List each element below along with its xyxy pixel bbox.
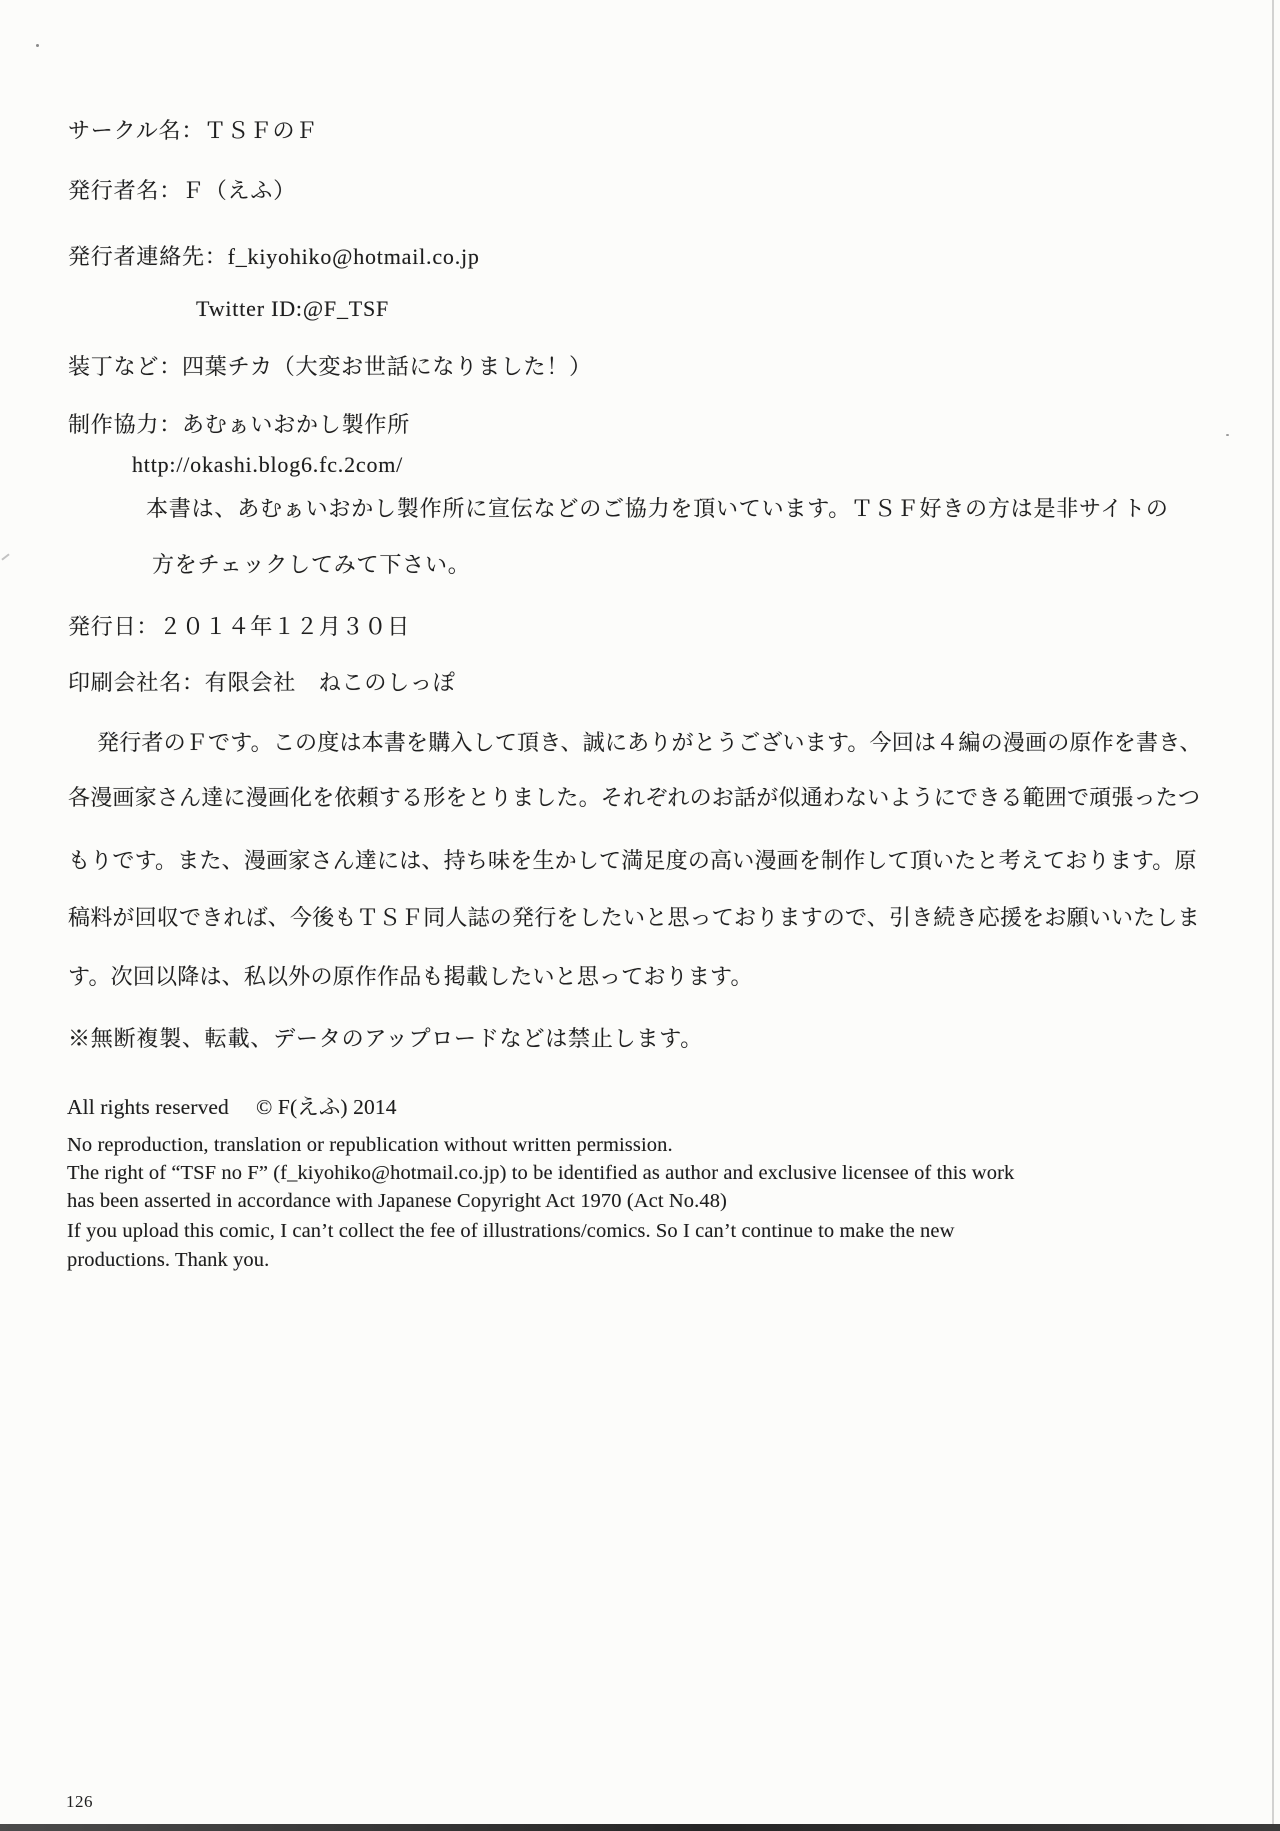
production-help-line: 制作協力：あむぁいおかし製作所 — [68, 412, 411, 437]
publisher-name-line: 発行者名：Ｆ（えふ） — [68, 178, 297, 203]
twitter-id-line: Twitter ID:@F_TSF — [196, 296, 390, 321]
scan-smudge — [1, 553, 9, 560]
afterword-line: 稿料が回収できれば、今後もＴＳＦ同人誌の発行をしたいと思っておりますので、引き続き応援をお願いいたしま — [68, 905, 1200, 930]
scan-edge-line — [1272, 0, 1274, 1831]
english-notice-line: productions. Thank you. — [67, 1249, 270, 1271]
afterword-line: 各漫画家さん達に漫画化を依頼する形をとりました。それぞれのお話が似通わないようにできる範囲で頑張ったつ — [68, 785, 1201, 810]
scan-bottom-edge — [0, 1824, 1280, 1831]
afterword-line: 発行者のＦです。この度は本書を購入して頂き、誠にありがとうございます。今回は４編の漫画の原作を書き、 — [97, 730, 1202, 755]
production-note-line-2: 方をチェックしてみて下さい。 — [152, 552, 471, 577]
afterword-line: す。次回以降は、私以外の原作作品も掲載したいと思っております。 — [68, 964, 753, 989]
circle-name-line: サークル名：ＴＳＦのＦ — [68, 118, 319, 143]
english-notice-line: The right of “TSF no F” (f_kiyohiko@hotmail.co.jp) to be identified as author and exclusive licensee of this work — [67, 1162, 1015, 1184]
english-notice-line: has been asserted in accordance with Japanese Copyright Act 1970 (Act No.48) — [67, 1190, 727, 1212]
design-credit-line: 装丁など：四葉チカ（大変お世話になりました！） — [68, 354, 592, 379]
afterword-line: もりです。また、漫画家さん達には、持ち味を生かして満足度の高い漫画を制作して頂いたと考えております。原 — [68, 848, 1197, 873]
english-notice-line: No reproduction, translation or republication without written permission. — [67, 1134, 673, 1156]
rights-reserved-line: All rights reserved © F(えふ) 2014 — [67, 1095, 397, 1119]
page-number: 126 — [66, 1792, 93, 1811]
scan-speck — [1226, 434, 1229, 436]
prohibition-notice: ※無断複製、転載、データのアップロードなどは禁止します。 — [68, 1026, 704, 1051]
publish-date-line: 発行日：２０１４年１２月３０日 — [68, 614, 411, 639]
production-help-url: http://okashi.blog6.fc.2com/ — [132, 452, 404, 477]
english-notice-line: If you upload this comic, I can’t collect the fee of illustrations/comics. So I can’t continue to make the new — [67, 1220, 955, 1242]
production-note-line-1: 本書は、あむぁいおかし製作所に宣伝などのご協力を頂いています。ＴＳＦ好きの方は是非サイトの — [146, 496, 1169, 521]
contact-line: 発行者連絡先：f_kiyohiko@hotmail.co.jp — [68, 244, 480, 269]
scan-speck — [36, 44, 39, 47]
printer-line: 印刷会社名：有限会社 ねこのしっぽ — [68, 670, 456, 695]
